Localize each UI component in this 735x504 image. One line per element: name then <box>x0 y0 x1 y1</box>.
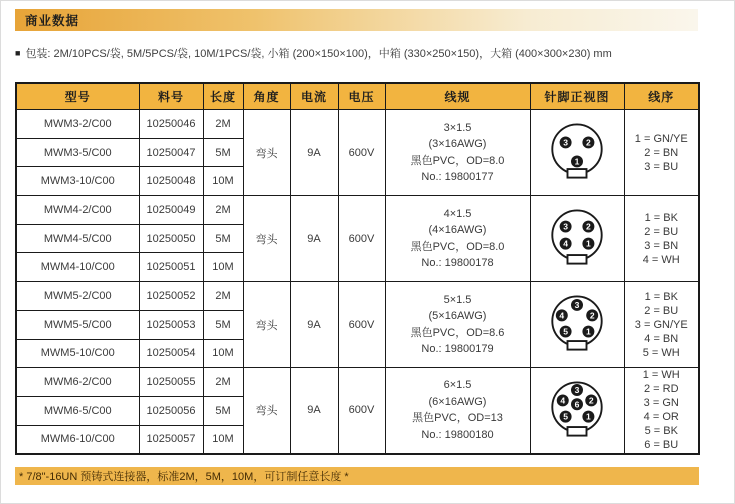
wire-order-cell <box>624 282 699 368</box>
part-number-cell: 10250048 <box>139 167 203 196</box>
wire-order-line: 1 = WH <box>642 369 680 382</box>
svg-text:2: 2 <box>588 395 594 406</box>
svg-text:4: 4 <box>563 238 568 249</box>
voltage-cell: 600V <box>338 110 385 196</box>
length-cell: 5M <box>203 310 243 339</box>
col-header-8: 线序 <box>624 83 699 110</box>
part-number-cell: 10250050 <box>139 224 203 253</box>
wire-spec-line: 6×1.5 <box>443 379 472 392</box>
wire-order-line: 1 = BK <box>644 290 678 303</box>
part-number-cell: 10250051 <box>139 253 203 282</box>
header-row <box>16 83 699 110</box>
current-cell: 9A <box>290 368 338 454</box>
svg-text:4: 4 <box>560 395 566 406</box>
voltage-cell: 600V <box>338 196 385 282</box>
svg-text:1: 1 <box>586 238 591 249</box>
voltage-cell: 600V <box>338 368 385 454</box>
wire-order-line: 2 = BN <box>644 146 679 159</box>
wire-order-line: 3 = GN/YE <box>634 318 688 331</box>
pin-view-cell <box>530 368 624 454</box>
svg-text:5: 5 <box>563 411 568 422</box>
col-header-0: 型号 <box>16 83 139 110</box>
length-cell: 10M <box>203 167 243 196</box>
wire-order-line: 2 = BU <box>644 225 679 238</box>
wire-order-line: 1 = BK <box>644 211 678 224</box>
wire-order-line: 2 = BU <box>644 304 679 317</box>
col-header-3: 角度 <box>243 83 290 110</box>
model-cell: MWM3-2/C00 <box>16 110 139 139</box>
svg-text:1: 1 <box>586 411 591 422</box>
length-cell: 5M <box>203 224 243 253</box>
model-cell: MWM3-10/C00 <box>16 167 139 196</box>
part-number-cell: 10250049 <box>139 196 203 225</box>
pin-diagram-icon <box>539 204 615 270</box>
wire-spec-line: No.: 19800177 <box>421 171 494 184</box>
footer-note <box>15 467 699 485</box>
wire-order-cell <box>624 196 699 282</box>
length-cell: 2M <box>203 110 243 139</box>
svg-text:3: 3 <box>563 221 568 232</box>
pin-diagram-icon <box>539 118 615 184</box>
part-number-cell: 10250046 <box>139 110 203 139</box>
part-number-cell: 10250053 <box>139 310 203 339</box>
pin-view-cell <box>530 196 624 282</box>
length-cell: 2M <box>203 368 243 397</box>
angle-cell: 弯头 <box>243 110 290 196</box>
angle-cell: 弯头 <box>243 282 290 368</box>
table-row <box>16 110 699 139</box>
current-cell: 9A <box>290 196 338 282</box>
angle-cell: 弯头 <box>243 368 290 454</box>
spec-table-body <box>16 110 699 454</box>
voltage-cell: 600V <box>338 282 385 368</box>
wire-spec-line: (3×16AWG) <box>428 138 487 151</box>
wire-spec-cell <box>385 196 530 282</box>
section-title: 商业数据 <box>25 14 80 28</box>
packaging-note <box>15 45 715 61</box>
wire-spec-line: 黑色PVC，OD=13 <box>412 412 503 425</box>
spec-table-head <box>16 83 699 110</box>
length-cell: 5M <box>203 396 243 425</box>
wire-spec-line: No.: 19800180 <box>421 428 494 441</box>
wire-spec-line: (4×16AWG) <box>428 224 487 237</box>
model-cell: MWM3-5/C00 <box>16 138 139 167</box>
wire-spec-line: 4×1.5 <box>443 207 472 220</box>
col-header-2: 长度 <box>203 83 243 110</box>
wire-order-line: 1 = GN/YE <box>634 132 688 145</box>
svg-text:5: 5 <box>563 326 568 337</box>
spec-table <box>15 82 700 455</box>
wire-spec-line: 黑色PVC，OD=8.0 <box>410 240 505 253</box>
part-number-cell: 10250056 <box>139 396 203 425</box>
wire-order-line: 3 = GN <box>643 397 679 410</box>
svg-text:2: 2 <box>586 137 591 148</box>
angle-cell: 弯头 <box>243 196 290 282</box>
svg-text:6: 6 <box>574 399 580 410</box>
wire-spec-line: (6×16AWG) <box>428 395 487 408</box>
length-cell: 10M <box>203 253 243 282</box>
wire-order-line: 2 = RD <box>643 383 679 396</box>
wire-spec-cell <box>385 110 530 196</box>
length-cell: 5M <box>203 138 243 167</box>
svg-text:4: 4 <box>559 310 565 321</box>
wire-order-cell <box>624 368 699 454</box>
wire-spec-line: (5×16AWG) <box>428 310 487 323</box>
col-header-4: 电流 <box>290 83 338 110</box>
pin-view-cell <box>530 282 624 368</box>
packaging-text: 包装: 2M/10PCS/袋, 5M/5PCS/袋, 10M/1PCS/袋, 小箱 (200×150×100)，中箱 (330×250×150)，大箱 (400×300×230) mm <box>25 48 612 60</box>
wire-spec-line: 黑色PVC，OD=8.6 <box>410 326 505 339</box>
model-cell: MWM5-10/C00 <box>16 339 139 368</box>
table-row <box>16 282 699 311</box>
wire-spec-line: 5×1.5 <box>443 293 472 306</box>
svg-text:1: 1 <box>574 156 580 167</box>
wire-spec-line: 3×1.5 <box>443 121 472 134</box>
model-cell: MWM4-5/C00 <box>16 224 139 253</box>
wire-order-line: 3 = BU <box>644 160 679 173</box>
col-header-7: 针脚正视图 <box>530 83 624 110</box>
model-cell: MWM4-10/C00 <box>16 253 139 282</box>
section-header-banner <box>15 9 698 31</box>
length-cell: 2M <box>203 282 243 311</box>
table-row <box>16 368 699 397</box>
model-cell: MWM6-2/C00 <box>16 368 139 397</box>
svg-text:1: 1 <box>586 326 591 337</box>
wire-order-cell <box>624 110 699 196</box>
part-number-cell: 10250057 <box>139 425 203 454</box>
wire-order-line: 4 = WH <box>642 253 680 266</box>
wire-spec-cell <box>385 282 530 368</box>
wire-order-line: 6 = BU <box>644 439 679 452</box>
length-cell: 10M <box>203 339 243 368</box>
svg-text:3: 3 <box>574 385 580 396</box>
col-header-5: 电压 <box>338 83 385 110</box>
model-cell: MWM4-2/C00 <box>16 196 139 225</box>
part-number-cell: 10250052 <box>139 282 203 311</box>
model-cell: MWM5-5/C00 <box>16 310 139 339</box>
wire-spec-line: No.: 19800179 <box>421 343 494 356</box>
length-cell: 2M <box>203 196 243 225</box>
svg-text:3: 3 <box>563 137 568 148</box>
length-cell: 10M <box>203 425 243 454</box>
bullet-square-icon: ■ <box>15 48 21 58</box>
model-cell: MWM6-10/C00 <box>16 425 139 454</box>
col-header-6: 线规 <box>385 83 530 110</box>
part-number-cell: 10250054 <box>139 339 203 368</box>
footer-text: * 7/8"-16UN 预铸式连接器，标准2M，5M，10M，可订制任意长度 * <box>19 471 349 483</box>
table-row <box>16 196 699 225</box>
model-cell: MWM6-5/C00 <box>16 396 139 425</box>
wire-order-line: 5 = BK <box>644 425 678 438</box>
pin-diagram-icon <box>539 290 615 356</box>
wire-order-line: 5 = WH <box>642 346 680 359</box>
current-cell: 9A <box>290 282 338 368</box>
model-cell: MWM5-2/C00 <box>16 282 139 311</box>
wire-order-line: 4 = BN <box>644 332 679 345</box>
svg-text:2: 2 <box>589 310 595 321</box>
wire-spec-cell <box>385 368 530 454</box>
wire-spec-line: No.: 19800178 <box>421 257 494 270</box>
part-number-cell: 10250047 <box>139 138 203 167</box>
svg-text:3: 3 <box>574 300 580 311</box>
wire-order-line: 4 = OR <box>643 411 679 424</box>
col-header-1: 料号 <box>139 83 203 110</box>
current-cell: 9A <box>290 110 338 196</box>
pin-view-cell <box>530 110 624 196</box>
wire-order-line: 3 = BN <box>644 239 679 252</box>
svg-text:2: 2 <box>586 221 591 232</box>
part-number-cell: 10250055 <box>139 368 203 397</box>
pin-diagram-icon <box>539 376 615 442</box>
wire-spec-line: 黑色PVC，OD=8.0 <box>410 154 505 167</box>
